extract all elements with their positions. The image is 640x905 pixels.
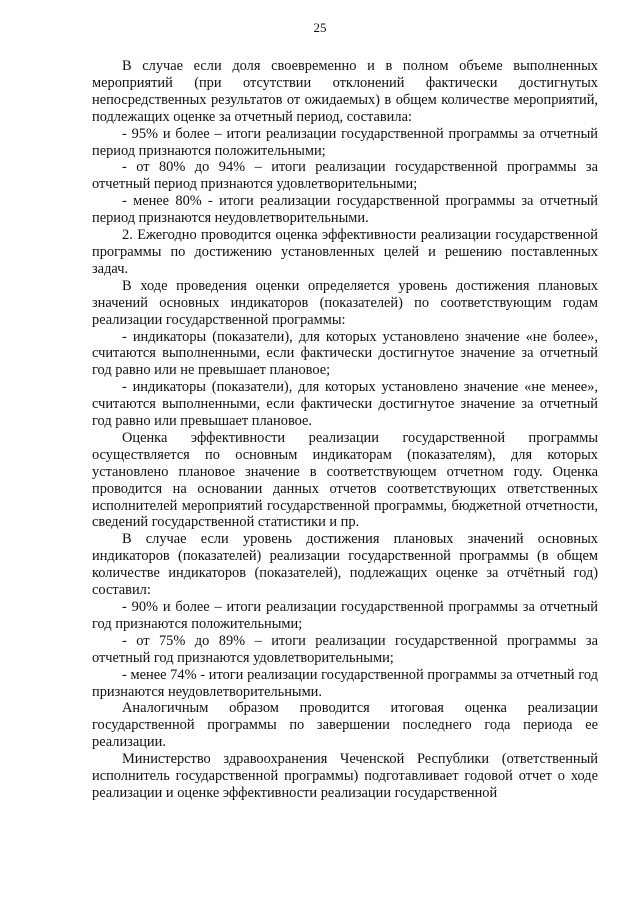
paragraph-efficiency-evaluation: Оценка эффективности реализации государственной программы осуществляется по основным индикаторам (показателям), для которых установлено плановое значение в соответствующем отчетном году. Оценка проводится на основании данных отчетов соответствующих ответственных исполнителей мероприятий государственной программы, бюджетной отчетности, сведений государственной статистики и пр. [92, 429, 598, 531]
paragraph-indicator-level: В ходе проведения оценки определяется уровень достижения плановых значений основных индикаторов (показателей) по соответствующим годам реализации государственной программы: [92, 277, 598, 328]
paragraph-share-of-activities: В случае если доля своевременно и в полном объеме выполненных мероприятий (при отсутствии отклонений фактически достигнутых непосредственных результатов от ожидаемых) в общем количестве мероприятий, подлежащих оценке за отчетный период, составила: [92, 58, 598, 125]
document-body [92, 58, 598, 802]
paragraph-criteria-below-80-percent: - менее 80% - итоги реализации государственной программы за отчетный период признаются неудовлетворительными. [92, 193, 598, 227]
paragraph-criteria-75-89-percent: - от 75% до 89% – итоги реализации государственной программы за отчетный год признаются удовлетворительными; [92, 632, 598, 666]
paragraph-indicator-achievement: В случае если уровень достижения плановых значений основных индикаторов (показателей) реализации государственной программы (в общем количестве индикаторов (показателей), подлежащих оценке за отчётный год) составил: [92, 531, 598, 599]
paragraph-criteria-80-94-percent: - от 80% до 94% – итоги реализации государственной программы за отчетный период признаются удовлетворительными; [92, 159, 598, 193]
paragraph-criteria-95-percent: - 95% и более – итоги реализации государственной программы за отчетный период признаются положительными; [92, 125, 598, 159]
page-number: 25 [313, 20, 327, 35]
paragraph-criteria-below-74-percent: - менее 74% - итоги реализации государственной программы за отчетный год признаются неудовлетворительными. [92, 666, 598, 700]
paragraph-final-evaluation: Аналогичным образом проводится итоговая оценка реализации государственной программы по завершении последнего года периода ее реализации. [92, 700, 598, 751]
paragraph-criteria-90-percent: - 90% и более – итоги реализации государственной программы за отчетный год признаются положительными; [92, 599, 598, 632]
paragraph-annual-evaluation: 2. Ежегодно проводится оценка эффективности реализации государственной программы по достижению установленных целей и решению поставленных задач. [92, 227, 598, 277]
paragraph-indicators-not-more: - индикаторы (показатели), для которых установлено значение «не более», считаются выполненными, если фактически достигнутое значение за отчетный год равно или не превышает плановое; [92, 328, 598, 379]
paragraph-ministry-report: Министерство здравоохранения Чеченской Республики (ответственный исполнитель государственной программы) подготавливает годовой отчет о ходе реализации и оценке эффективности реализации государственной [92, 751, 598, 801]
paragraph-indicators-not-less: - индикаторы (показатели), для которых установлено значение «не менее», считаются выполненными, если фактически достигнутое значение за отчетный год равно или превышает плановое. [92, 379, 598, 430]
